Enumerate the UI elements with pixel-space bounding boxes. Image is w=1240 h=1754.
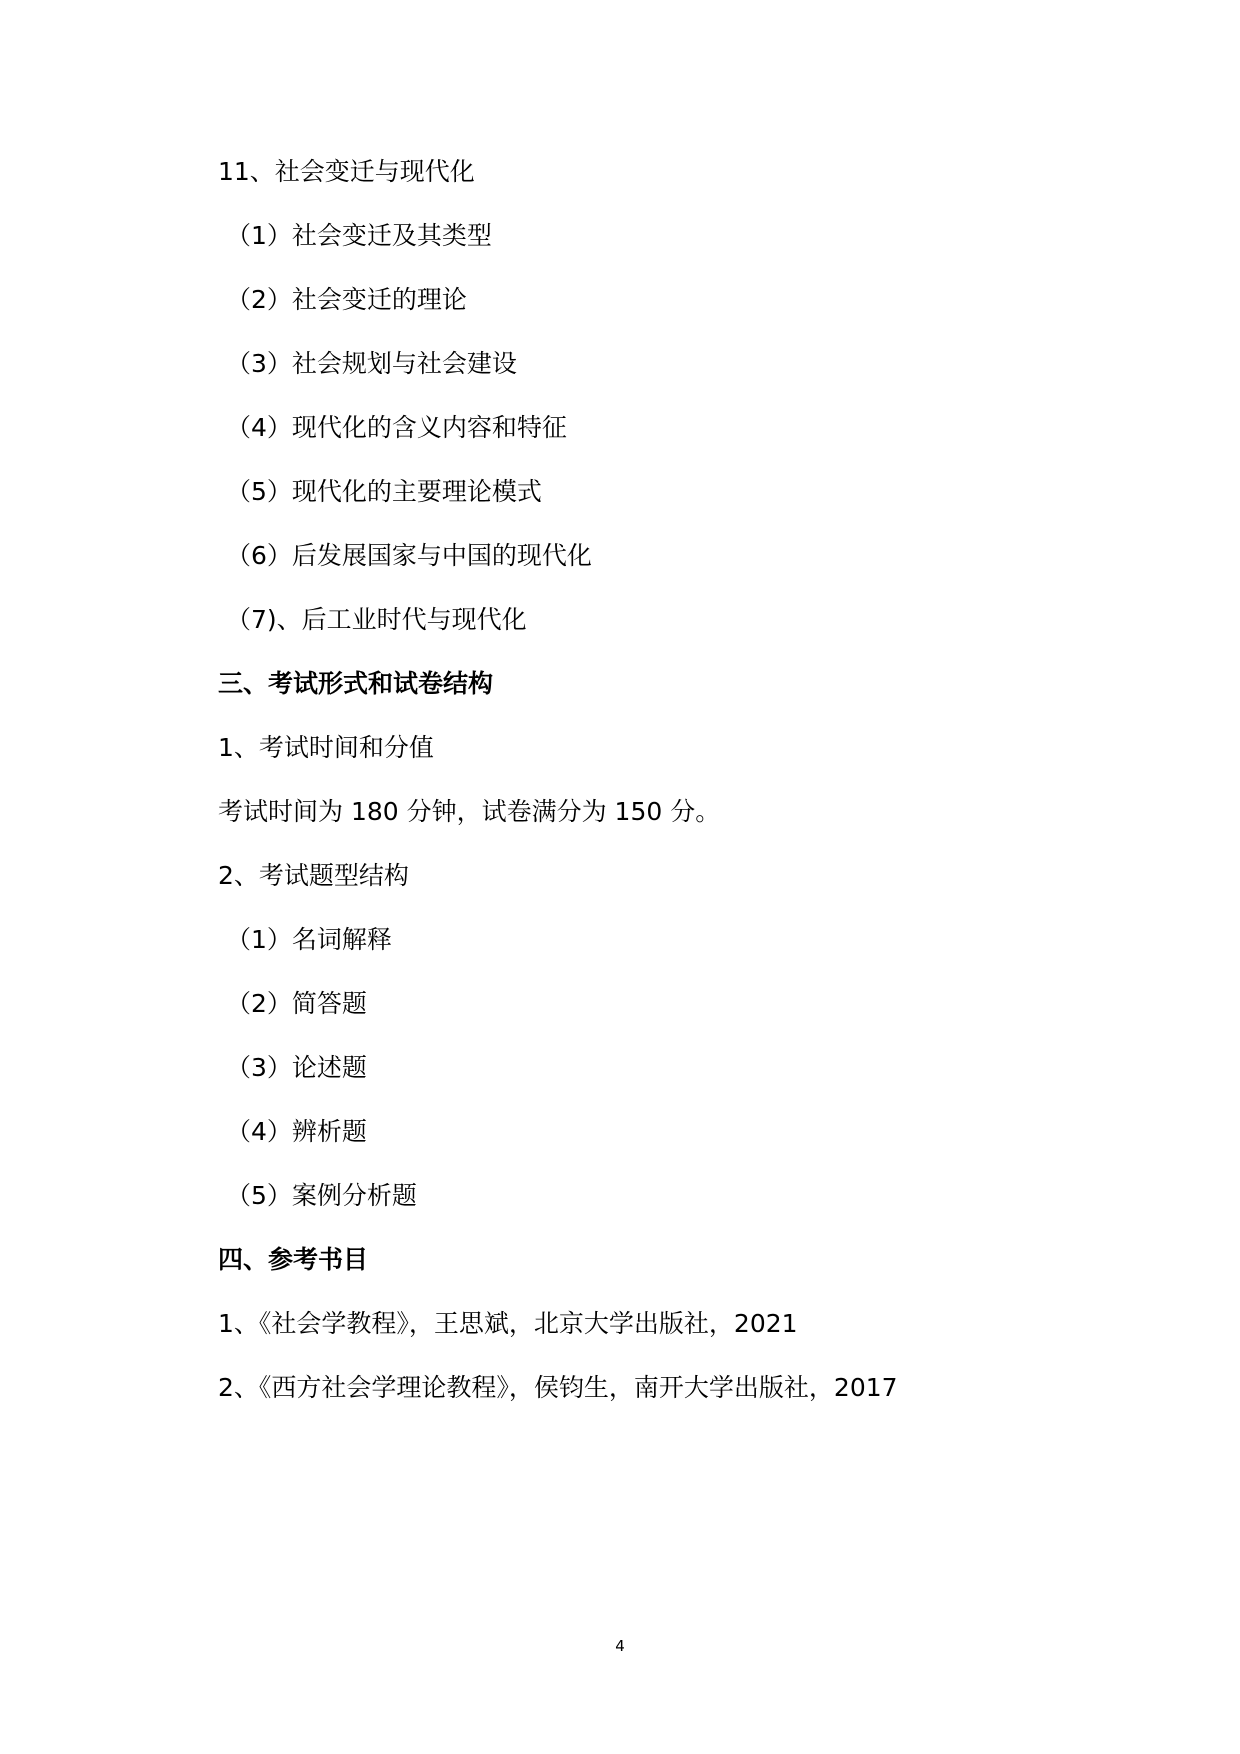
section-4-title: 四、参考书目 [218, 1245, 369, 1274]
section-11-item: （2）社会变迁的理论 [226, 285, 467, 314]
section-11-item: （3）社会规划与社会建设 [226, 349, 517, 378]
section-11-item: （4）现代化的含义内容和特征 [226, 413, 567, 442]
section-11-item: （5）现代化的主要理论模式 [226, 477, 542, 506]
section-11-item: （6）后发展国家与中国的现代化 [226, 541, 592, 570]
section-11-heading: 11、社会变迁与现代化 [218, 157, 475, 186]
section-3-title: 三、考试形式和试卷结构 [218, 669, 494, 698]
question-type-item: （5）案例分析题 [226, 1181, 417, 1210]
reference-book-item: 1、《社会学教程》，王思斌，北京大学出版社，2021 [218, 1309, 798, 1338]
question-types-heading: 2、考试题型结构 [218, 861, 409, 890]
reference-book-item: 2、《西方社会学理论教程》，侯钧生，南开大学出版社，2017 [218, 1373, 898, 1402]
page-number: 4 [615, 1637, 625, 1655]
question-type-item: （2）简答题 [226, 989, 367, 1018]
exam-time-heading: 1、考试时间和分值 [218, 733, 434, 762]
section-11-item: （1）社会变迁及其类型 [226, 221, 492, 250]
exam-time-text: 考试时间为 180 分钟，试卷满分为 150 分。 [218, 797, 721, 826]
question-type-item: （1）名词解释 [226, 925, 392, 954]
question-type-item: （3）论述题 [226, 1053, 367, 1082]
section-11-item: （7)、后工业时代与现代化 [226, 605, 527, 634]
question-type-item: （4）辨析题 [226, 1117, 367, 1146]
